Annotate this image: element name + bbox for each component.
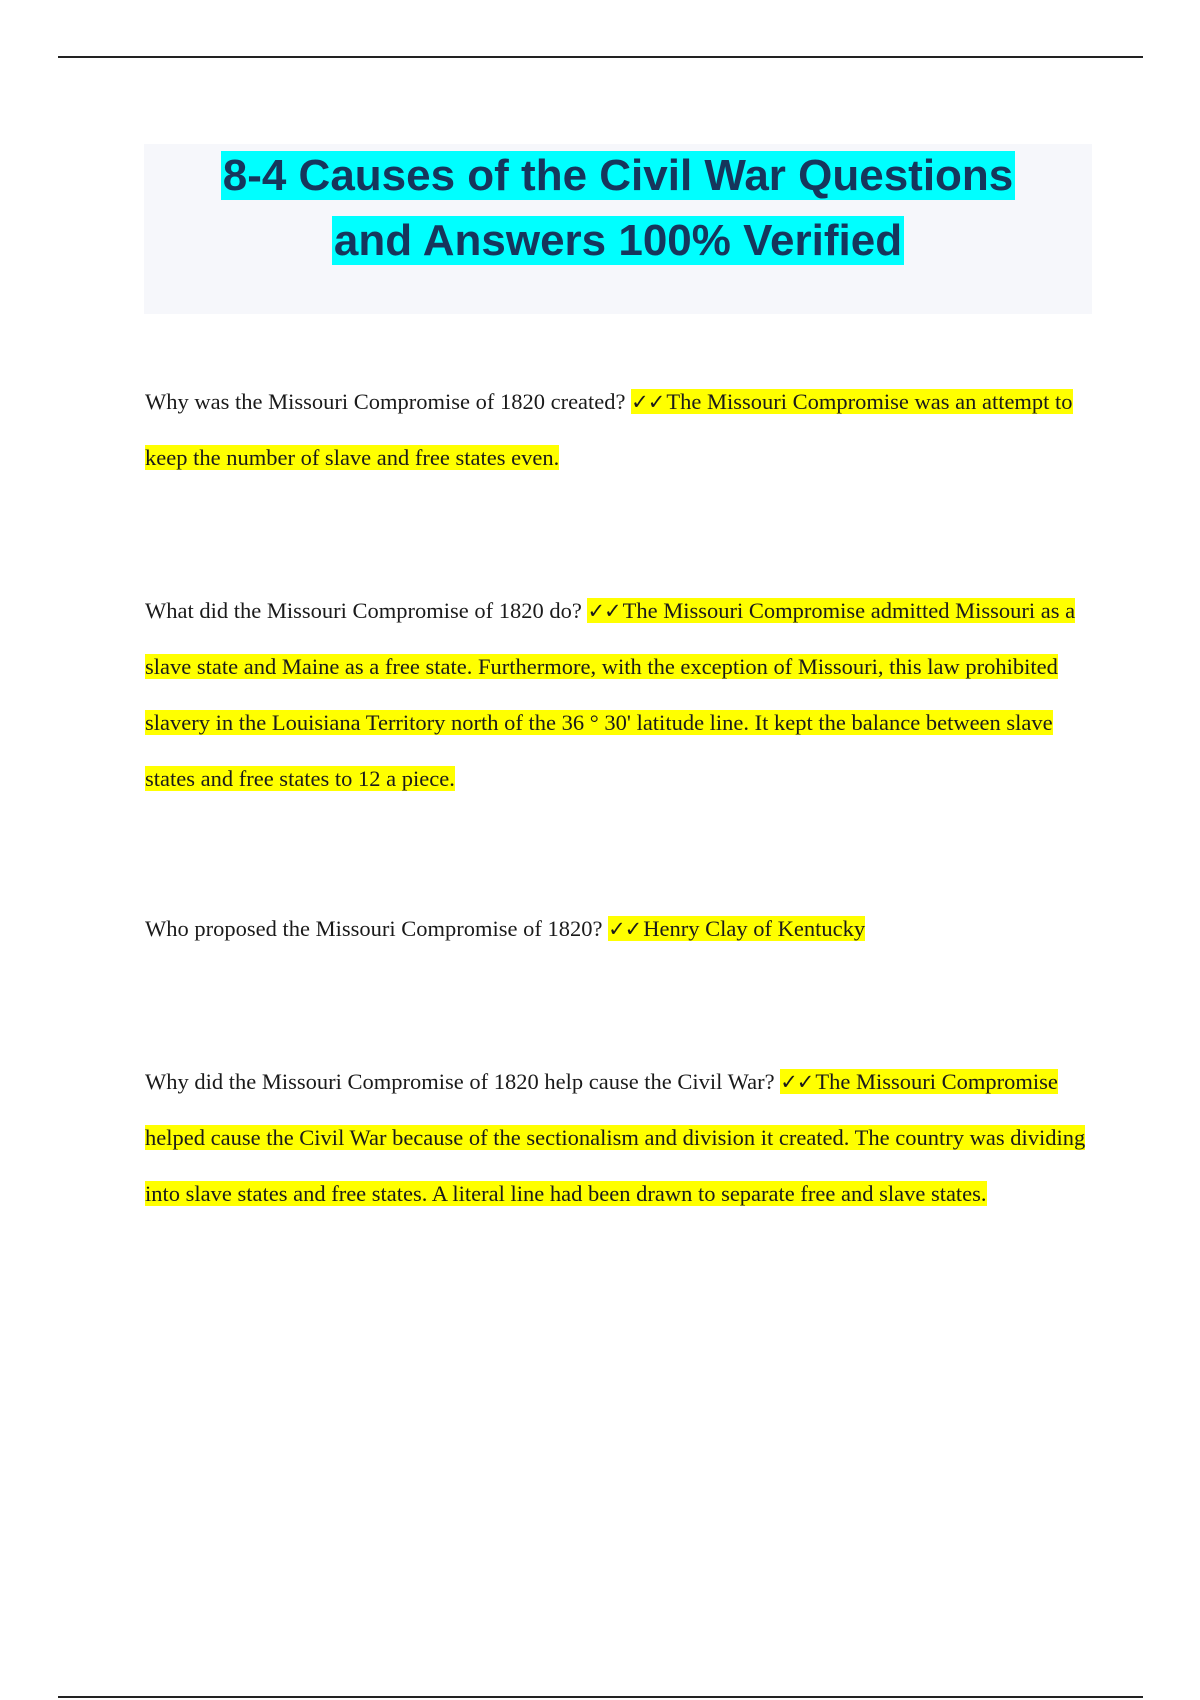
question-text: What did the Missouri Compromise of 1820 do? — [145, 598, 582, 623]
answer-text: Henry Clay of Kentucky — [643, 916, 866, 941]
bottom-rule — [58, 1696, 1143, 1698]
title-line-2: and Answers 100% Verified — [333, 216, 903, 265]
top-rule — [58, 56, 1143, 58]
double-check-icon: ✓✓ — [587, 599, 621, 623]
answer-highlight — [145, 598, 1075, 791]
qa-item — [145, 374, 1095, 486]
qa-item — [145, 583, 1095, 807]
title-block — [144, 144, 1092, 314]
question-text: Who proposed the Missouri Compromise of 1820? — [145, 916, 603, 941]
answer-highlight — [608, 916, 865, 941]
answer-text: The Missouri Compromise helped cause the Civil War because of the sectionalism and division it created. The country was dividing into slave states and free states. A literal line had been drawn to separate free and slave states. — [145, 1069, 1086, 1206]
page-title — [144, 144, 1092, 278]
double-check-icon: ✓✓ — [631, 390, 665, 414]
answer-text: The Missouri Compromise admitted Missouri as a slave state and Maine as a free state. Furthermore, with the exception of Missouri, this law prohibited slavery in the Louisiana Territory north of the 36 ° 30' latitude line. It kept the balance between slave states and free states to 12 a piece. — [145, 598, 1076, 791]
double-check-icon: ✓✓ — [780, 1070, 814, 1094]
double-check-icon: ✓✓ — [608, 917, 642, 941]
qa-item — [145, 901, 1095, 957]
answer-text: The Missouri Compromise was an attempt to keep the number of slave and free states even. — [145, 389, 1073, 470]
question-text: Why did the Missouri Compromise of 1820 help cause the Civil War? — [145, 1069, 775, 1094]
title-line-1: 8-4 Causes of the Civil War Questions — [222, 151, 1014, 200]
question-text: Why was the Missouri Compromise of 1820 created? — [145, 389, 626, 414]
qa-item — [145, 1054, 1095, 1222]
